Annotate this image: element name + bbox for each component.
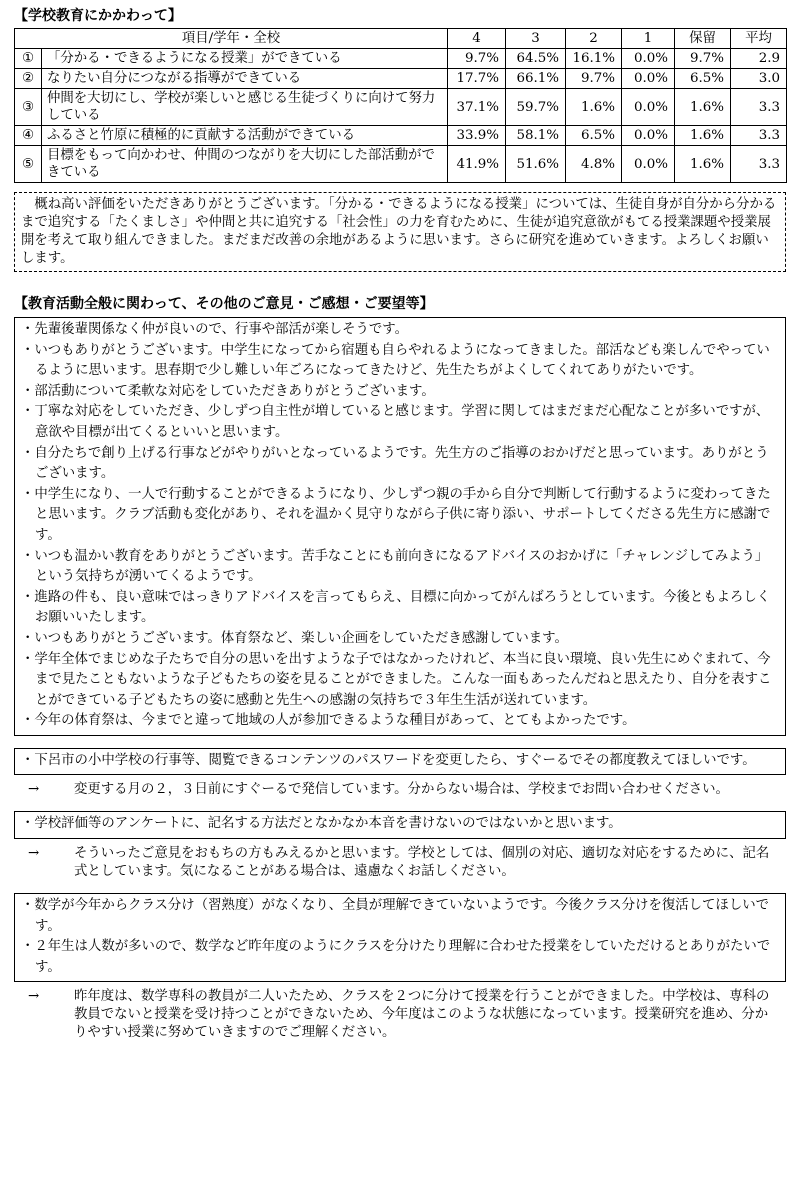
row-index: ③ [15, 89, 42, 126]
row-index: ① [15, 49, 42, 69]
section1-heading: 【学校教育にかかわって】 [14, 8, 182, 24]
cell-value: 58.1% [506, 126, 566, 146]
question-box [14, 748, 786, 776]
header-col: 3 [506, 29, 566, 49]
list-item: ・自分たちで創り上げる行事などがやりがいとなっているようです。先生方のご指導のおかげだと思っています。ありがとうございます。 [21, 445, 769, 482]
cell-value: 9.7% [448, 49, 506, 69]
list-item: ・２年生は人数が多いので、数学など昨年度のようにクラスを分けたり理解に合わせた授業をしていただけるとありがたいです。 [21, 939, 771, 975]
cell-value: 59.7% [506, 89, 566, 126]
cell-value: 3.3 [731, 126, 787, 146]
cell-value: 17.7% [448, 69, 506, 89]
cell-value: 3.0 [731, 69, 787, 89]
school-reply [14, 781, 780, 799]
table-row [15, 126, 787, 146]
cell-value: 0.0% [622, 146, 675, 183]
list-item: ・数学が今年からクラス分け（習熟度）がなくなり、全員が理解できていないようです。今後クラス分けを復活してほしいです。 [21, 898, 769, 934]
school-reply [14, 988, 780, 1042]
survey-table [14, 28, 787, 183]
cell-value: 3.3 [731, 89, 787, 126]
reply-text: 昨年度は、数学専科の教員が二人いたため、クラスを２つに分けて授業を行うことができました。中学校は、専科の教員でないと授業を受け持つことができないため、今年度はこのような状態になっています。授業研究を進め、分かりやすい授業に努めていきますのでご理解ください。 [74, 989, 770, 1041]
cell-value: 6.5% [566, 126, 622, 146]
arrow-icon: → [28, 846, 40, 862]
header-col: 2 [566, 29, 622, 49]
cell-value: 3.3 [731, 146, 787, 183]
header-col: 平均 [731, 29, 787, 49]
list-item: ・学校評価等のアンケートに、記名する方法だとなかなか本音を書けないのではないかと思います。 [21, 816, 622, 832]
header-col: 保留 [675, 29, 731, 49]
cell-value: 1.6% [675, 89, 731, 126]
row-index: ⑤ [15, 146, 42, 183]
list-item: ・部活動について柔軟な対応をしていただきありがとうございます。 [21, 383, 435, 399]
list-item: ・中学生になり、一人で行動することができるようになり、少しずつ親の手から自分で判断して行動するように変わってきたと思います。クラブ活動も変化があり、それを温かく見守りながら子供に寄り添い、サポートしてくださる先生方に感謝です。 [21, 486, 771, 543]
cell-value: 51.6% [506, 146, 566, 183]
cell-value: 41.9% [448, 146, 506, 183]
cell-value: 1.6% [675, 126, 731, 146]
list-item: ・進路の件も、良い意味ではっきりアドバイスを言ってもらえ、目標に向かってがんばろうとしています。今後ともよろしくお願いいたします。 [21, 589, 771, 626]
cell-value: 1.6% [566, 89, 622, 126]
row-item: 目標をもって向かわせ、仲間のつながりを大切にした部活動ができている [42, 146, 448, 183]
cell-value: 37.1% [448, 89, 506, 126]
row-index: ④ [15, 126, 42, 146]
cell-value: 33.9% [448, 126, 506, 146]
row-item: ふるさと竹原に積極的に貢献する活動ができている [42, 126, 448, 146]
table-header-row [15, 29, 787, 49]
header-col: 1 [622, 29, 675, 49]
table-row [15, 69, 787, 89]
cell-value: 6.5% [675, 69, 731, 89]
cell-value: 16.1% [566, 49, 622, 69]
cell-value: 0.0% [622, 89, 675, 126]
section2-heading: 【教育活動全般に関わって、その他のご意見・ご感想・ご要望等】 [14, 296, 434, 312]
cell-value: 0.0% [622, 69, 675, 89]
cell-value: 4.8% [566, 146, 622, 183]
list-item: ・学年全体でまじめな子たちで自分の思いを出すような子ではなかったけれど、本当に良い環境、良い先生にめぐまれて、今まで見たこともないような子どもたちの姿を見ることができました。こんな一面もあったんだねと思えたり、自分を表すことができている子どもたちの姿に感動と先生への感謝の気持ちで３年生生活が送れています。 [21, 651, 772, 708]
school-reply [14, 845, 780, 881]
list-item: ・先輩後輩関係なく仲が良いので、行事や部活が楽しそうです。 [21, 322, 408, 337]
page [14, 6, 788, 1042]
row-item: なりたい自分につながる指導ができている [42, 69, 448, 89]
table-row [15, 89, 787, 126]
row-index: ② [15, 69, 42, 89]
row-item: 「分かる・できるようになる授業」ができている [42, 49, 448, 69]
arrow-icon: → [28, 782, 40, 798]
reply-text: そういったご意見をおもちの方もみえるかと思います。学校としては、個別の対応、適切な対応をするために、記名式としています。気になることがある場合は、遠慮なくお話しください。 [74, 846, 770, 880]
cell-value: 9.7% [566, 69, 622, 89]
arrow-icon: → [28, 989, 40, 1005]
header-col: 4 [448, 29, 506, 49]
reply-text: 変更する月の２，３日前にすぐーるで発信しています。分からない場合は、学校までお問い合わせください。 [74, 782, 729, 798]
list-item: ・丁寧な対応をしていただき、少しずつ自主性が増していると感じます。学習に関してはまだまだ心配なことが多いですが、意欲や目標が出てくるといいと思います。 [21, 404, 770, 440]
cell-value: 1.6% [675, 146, 731, 183]
list-item: ・いつもありがとうございます。体育祭など、楽しい企画をしていただき感謝しています。 [21, 630, 568, 646]
list-item: ・いつもありがとうございます。中学生になってから宿題も自らやれるようになってきました。部活なども楽しんでやっているように思います。思春期で少し難しい年ごろになってきたけど、先生たちがよくしてくれてありがたいです。 [21, 342, 770, 379]
row-item: 仲間を大切にし、学校が楽しいと感じる生徒づくりに向けて努力している [42, 89, 448, 126]
table-row [15, 146, 787, 183]
cell-value: 64.5% [506, 49, 566, 69]
cell-value: 66.1% [506, 69, 566, 89]
cell-value: 0.0% [622, 126, 675, 146]
cell-value: 9.7% [675, 49, 731, 69]
question-box [14, 893, 786, 982]
list-item: ・いつも温かい教育をありがとうございます。苦手なことにも前向きになるアドバイスのおかげに「チャレンジしてみよう」という気持ちが湧いてくるようです。 [21, 548, 769, 585]
list-item: ・下呂市の小中学校の行事等、閲覧できるコンテンツのパスワードを変更したら、すぐーるでその都度教えてほしいです。 [21, 752, 756, 768]
question-box [14, 811, 786, 839]
list-item: ・今年の体育祭は、今までと違って地域の人が参加できるような種目があって、とてもよかったです。 [21, 713, 636, 729]
cell-value: 0.0% [622, 49, 675, 69]
cell-value: 2.9 [731, 49, 787, 69]
header-item: 項目/学年・全校 [15, 29, 448, 49]
table-row [15, 49, 787, 69]
school-comment-box: 概ね高い評価をいただきありがとうございます。「分かる・できるようになる授業」については、生徒自身が自分から分かるまで追究する「たくましさ」や仲間と共に追究する「社会性」の力を育むために、生徒が追究意欲がもてる授業課題や授業展開を考えて取り組んできました。まだまだ改善の余地があるように思います。さらに研究を進めていきます。よろしくお願いします。 [14, 192, 786, 272]
opinions-box [14, 317, 786, 736]
